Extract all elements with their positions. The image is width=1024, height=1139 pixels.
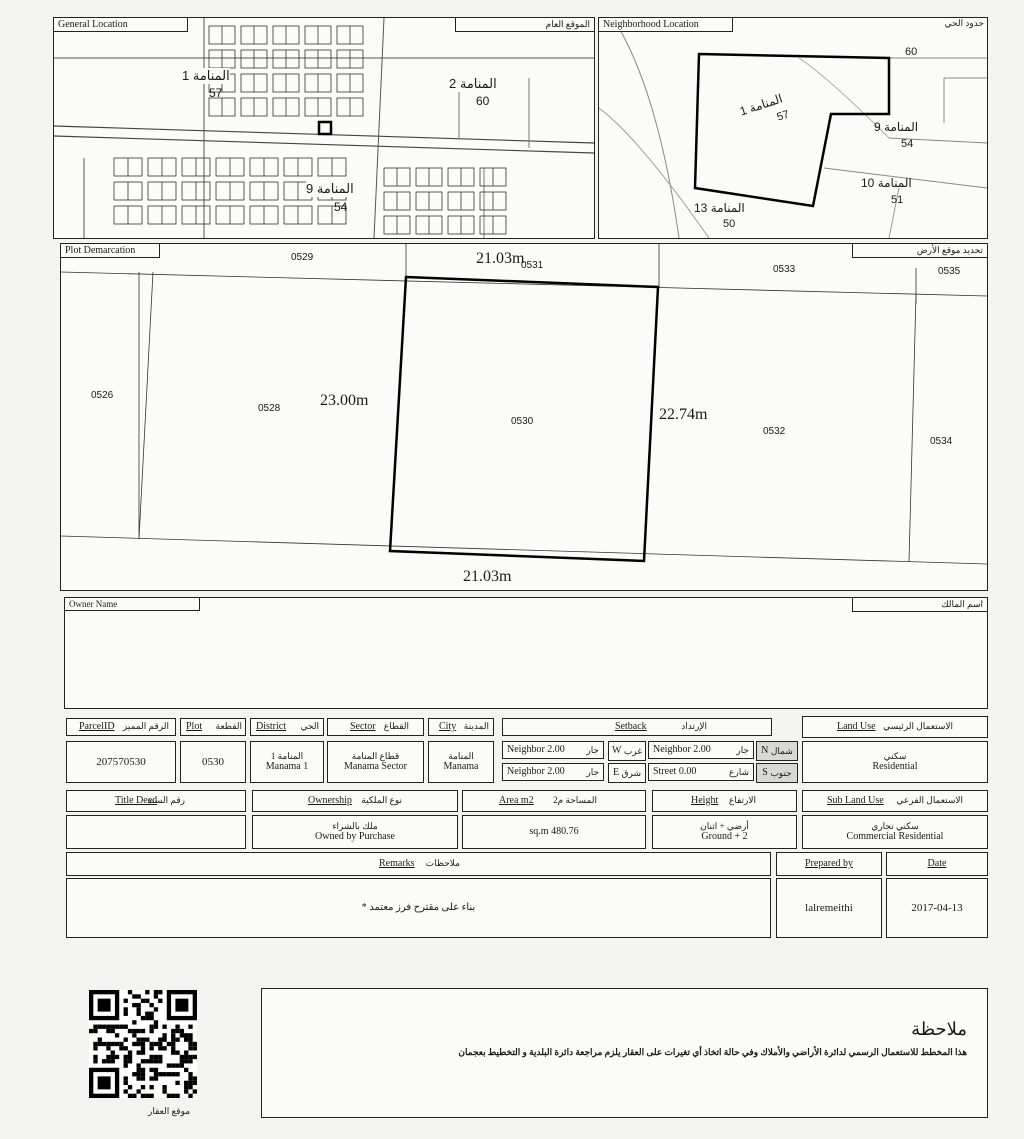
neighborhood-map	[599, 18, 987, 238]
general-location-panel	[53, 17, 595, 239]
neighborhood-boundary	[695, 54, 889, 206]
setback-north-dir: N شمال	[756, 741, 798, 761]
land-use-value: سكني Residential	[802, 741, 988, 783]
map-label-manama-2-num: 60	[476, 94, 490, 108]
nb-label-manama-10-num: 51	[891, 194, 904, 206]
title-deed-header: Title Deed رقم السند	[66, 790, 246, 812]
city-value: المنامة Manama	[428, 741, 494, 783]
general-location-map	[54, 18, 594, 238]
plot-value: 0530	[180, 741, 246, 783]
plot-header: Plot القطعة	[180, 718, 246, 736]
setback-east-dir: E شرق	[608, 763, 646, 783]
parcel-id-value: 207570530	[66, 741, 176, 783]
plot-title-ar: تحديد موقع الأرض	[852, 243, 988, 258]
map-label-manama-1-num: 57	[209, 86, 223, 100]
nb-label-manama-9-num: 54	[901, 138, 914, 150]
setback-south-dir: S جنوب	[756, 763, 798, 783]
nb-label-manama-10: المنامة 10	[861, 176, 912, 190]
remarks-value: * بناء على مقترح فرز معتمد	[66, 878, 771, 938]
neighborhood-panel	[598, 17, 988, 239]
general-location-title-ar: الموقع العام	[455, 17, 595, 32]
note-text: هذا المخطط للاستعمال الرسمي لدائرة الأراضي والأملاك وفي حالة اتخاذ أي تغيرات على العقار يلزم مراجعة دائرة البلدية و التخطيط بعجمان	[458, 1047, 967, 1057]
plot-0530: 0530	[511, 416, 534, 427]
nb-label-manama-13-num: 50	[723, 218, 736, 230]
prepared-by-header: Prepared by	[776, 852, 882, 876]
district-header: District الحي	[250, 718, 324, 736]
qr-caption: موقع العقار	[148, 1106, 191, 1116]
sub-land-use-value: سكني تجاري Commercial Residential	[802, 815, 988, 849]
prepared-by-value: lalremeithi	[776, 878, 882, 938]
nb-label-manama-1: المنامة 1	[737, 91, 785, 119]
owner-label: Owner Name	[64, 597, 200, 611]
setback-north: Neighbor 2.00 جار	[648, 741, 754, 759]
sub-land-use-header: Sub Land Use الاستعمال الفرعي	[802, 790, 988, 812]
note-panel	[261, 988, 988, 1118]
neighborhood-title: Neighborhood Location	[598, 17, 733, 32]
plot-demarcation-panel	[60, 243, 988, 591]
nb-label-manama-1-num: 57	[775, 108, 791, 124]
dim-bottom: 21.03m	[463, 568, 512, 585]
ownership-header: Ownership نوع الملكية	[252, 790, 458, 812]
plot-0534: 0534	[930, 436, 953, 447]
height-header: Height الارتفاع	[652, 790, 797, 812]
plot-0533: 0533	[773, 264, 796, 275]
city-header: City المدينة	[428, 718, 494, 736]
plot-0526: 0526	[91, 390, 114, 401]
dim-right: 22.74m	[659, 406, 708, 423]
setback-east: Neighbor 2.00 جار	[502, 763, 604, 781]
district-value: المنامة 1 Manama 1	[250, 741, 324, 783]
plot-0535: 0535	[938, 266, 961, 277]
plot-0532: 0532	[763, 426, 786, 437]
neighborhood-title-ar: حدود الحي	[944, 18, 984, 28]
map-label-manama-9: المنامة 9	[306, 181, 354, 196]
highlighted-plot-marker	[319, 122, 331, 134]
owner-panel	[64, 597, 988, 709]
ownership-value: ملك بالشراء Owned by Purchase	[252, 815, 458, 849]
sector-value: قطاع المنامة Manama Sector	[327, 741, 424, 783]
setback-west: Neighbor 2.00 جار	[502, 741, 604, 759]
plot-0529: 0529	[291, 252, 314, 263]
nb-label-manama-9: المنامة 9	[874, 120, 919, 134]
plot-0531: 0531	[521, 260, 544, 271]
date-header: Date	[886, 852, 988, 876]
nb-label-manama-13: المنامة 13	[694, 201, 745, 215]
setback-south: Street 0.00 شارع	[648, 763, 754, 781]
map-label-manama-9-num: 54	[334, 200, 348, 214]
remarks-header: Remarks ملاحظات	[66, 852, 771, 876]
area-header: Area m2 المساحة م2	[462, 790, 646, 812]
owner-label-ar: اسم المالك	[852, 597, 988, 612]
title-deed-value	[66, 815, 246, 849]
general-location-title: General Location	[53, 17, 188, 32]
setback-west-dir: W غرب	[608, 741, 646, 761]
dim-left: 23.00m	[320, 392, 369, 409]
map-label-manama-2: المنامة 2	[449, 76, 497, 91]
sector-header: Sector القطاع	[327, 718, 424, 736]
date-value: 2017-04-13	[886, 878, 988, 938]
nb-label-60: 60	[905, 46, 918, 58]
map-label-manama-1: المنامة 1	[182, 68, 230, 83]
dim-top: 21.03m	[476, 250, 525, 267]
area-value: sq.m 480.76	[462, 815, 646, 849]
parcel-id-header: ParcelID الرقم المميز	[66, 718, 176, 736]
land-use-header: Land Use الاستعمال الرئيسي	[802, 716, 988, 738]
height-value: أرضي + اثنان Ground + 2	[652, 815, 797, 849]
note-title: ملاحظة	[911, 1019, 967, 1039]
plot-title: Plot Demarcation	[60, 243, 160, 258]
qr-code	[89, 990, 197, 1098]
plot-0528: 0528	[258, 403, 281, 414]
setback-header: Setback الإرتداد	[502, 718, 772, 736]
